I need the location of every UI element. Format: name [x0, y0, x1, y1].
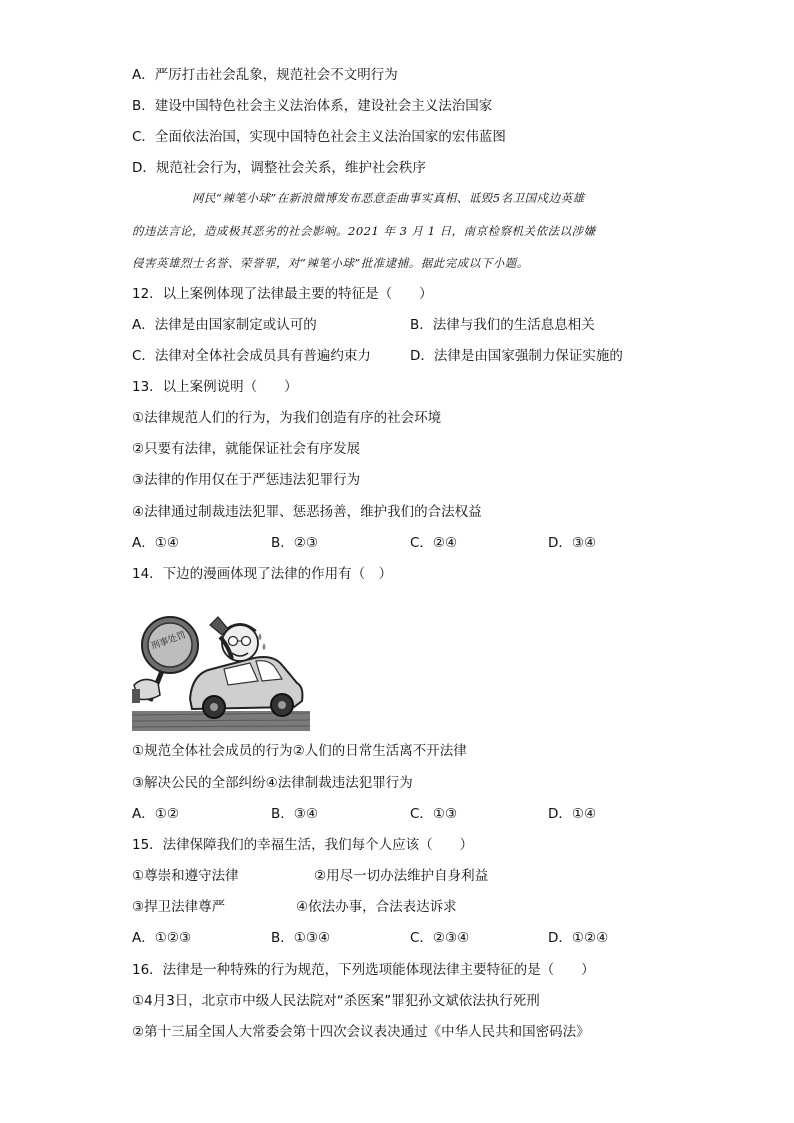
q13-statement-4: ④法律通过制裁违法犯罪、惩恶扬善，维护我们的合法权益 [132, 504, 482, 520]
q13-statement-1: ①法律规范人们的行为，为我们创造有序的社会环境 [132, 410, 442, 426]
passage-line-1: 网民“辣笔小球”在新浪微博发布恶意歪曲事实真相、诋毁5名卫国戍边英雄 [192, 191, 585, 205]
q14-option-c: C．①③ [410, 806, 458, 822]
q13-statement-3: ③法律的作用仅在于严惩违法犯罪行为 [132, 472, 361, 488]
passage-line-3: 侵害英雄烈士名誉、荣誉罪，对“辣笔小球”批准逮捕。据此完成以下小题。 [132, 256, 529, 270]
cartoon-illustration [132, 603, 310, 731]
q14-statements-1-2: ①规范全体社会成员的行为②人们的日常生活离不开法律 [132, 743, 467, 759]
q14-stem: 14．下边的漫画体现了法律的作用有（ ） [132, 566, 393, 582]
q13-stem: 13．以上案例说明（ ） [132, 379, 298, 395]
q15-statement-4: ④依法办事，合法表达诉求 [296, 899, 457, 915]
q12-option-c: C．法律对全体社会成员具有普遍约束力 [132, 348, 371, 364]
q14-option-b: B．③④ [271, 806, 318, 822]
q12-option-a: A．法律是由国家制定或认可的 [132, 317, 317, 333]
q16-statement-1: ①4月3日，北京市中级人民法院对“杀医案”罪犯孙文斌依法执行死刑 [132, 993, 540, 1009]
q15-option-c: C．②③④ [410, 930, 470, 946]
q12-option-d: D．法律是由国家强制力保证实施的 [410, 348, 623, 364]
q15-option-a: A．①②③ [132, 930, 192, 946]
q13-option-c: C．②④ [410, 535, 458, 551]
q15-option-b: B．①③④ [271, 930, 331, 946]
q13-option-d: D．③④ [548, 535, 597, 551]
q14-option-d: D．①④ [548, 806, 597, 822]
q15-stem: 15．法律保障我们的幸福生活，我们每个人应该（ ） [132, 837, 474, 853]
q14-option-a: A．①② [132, 806, 179, 822]
q16-statement-2: ②第十三届全国人大常委会第十四次会议表决通过《中华人民共和国密码法》 [132, 1024, 590, 1040]
q15-statement-2: ②用尽一切办法维护自身利益 [314, 868, 489, 884]
q16-stem: 16．法律是一种特殊的行为规范，下列选项能体现法律主要特征的是（ ） [132, 962, 595, 978]
q15-statement-3: ③捍卫法律尊严 [132, 899, 226, 915]
q14-statements-3-4: ③解决公民的全部纠纷④法律制裁违法犯罪行为 [132, 775, 413, 791]
q11-option-a: A．严厉打击社会乱象，规范社会不文明行为 [132, 67, 398, 83]
q13-option-b: B．②③ [271, 535, 318, 551]
q11-option-d: D．规范社会行为，调整社会关系，维护社会秩序 [132, 160, 426, 176]
q11-option-c: C．全面依法治国，实现中国特色社会主义法治国家的宏伟蓝图 [132, 129, 506, 145]
sign-text: 刑事处罚 [150, 630, 188, 653]
q12-stem: 12．以上案例体现了法律最主要的特征是（ ） [132, 286, 433, 302]
q13-statement-2: ②只要有法律，就能保证社会有序发展 [132, 441, 361, 457]
q15-option-d: D．①②④ [548, 930, 609, 946]
q12-option-b: B．法律与我们的生活息息相关 [410, 317, 595, 333]
passage-line-2: 的违法言论，造成极其恶劣的社会影响。2021 年 3 月 1 日，南京检察机关依法以涉嫌 [132, 224, 596, 238]
q11-option-b: B．建设中国特色社会主义法治体系，建设社会主义法治国家 [132, 98, 493, 114]
q15-statement-1: ①尊崇和遵守法律 [132, 868, 239, 884]
q13-option-a: A．①④ [132, 535, 179, 551]
